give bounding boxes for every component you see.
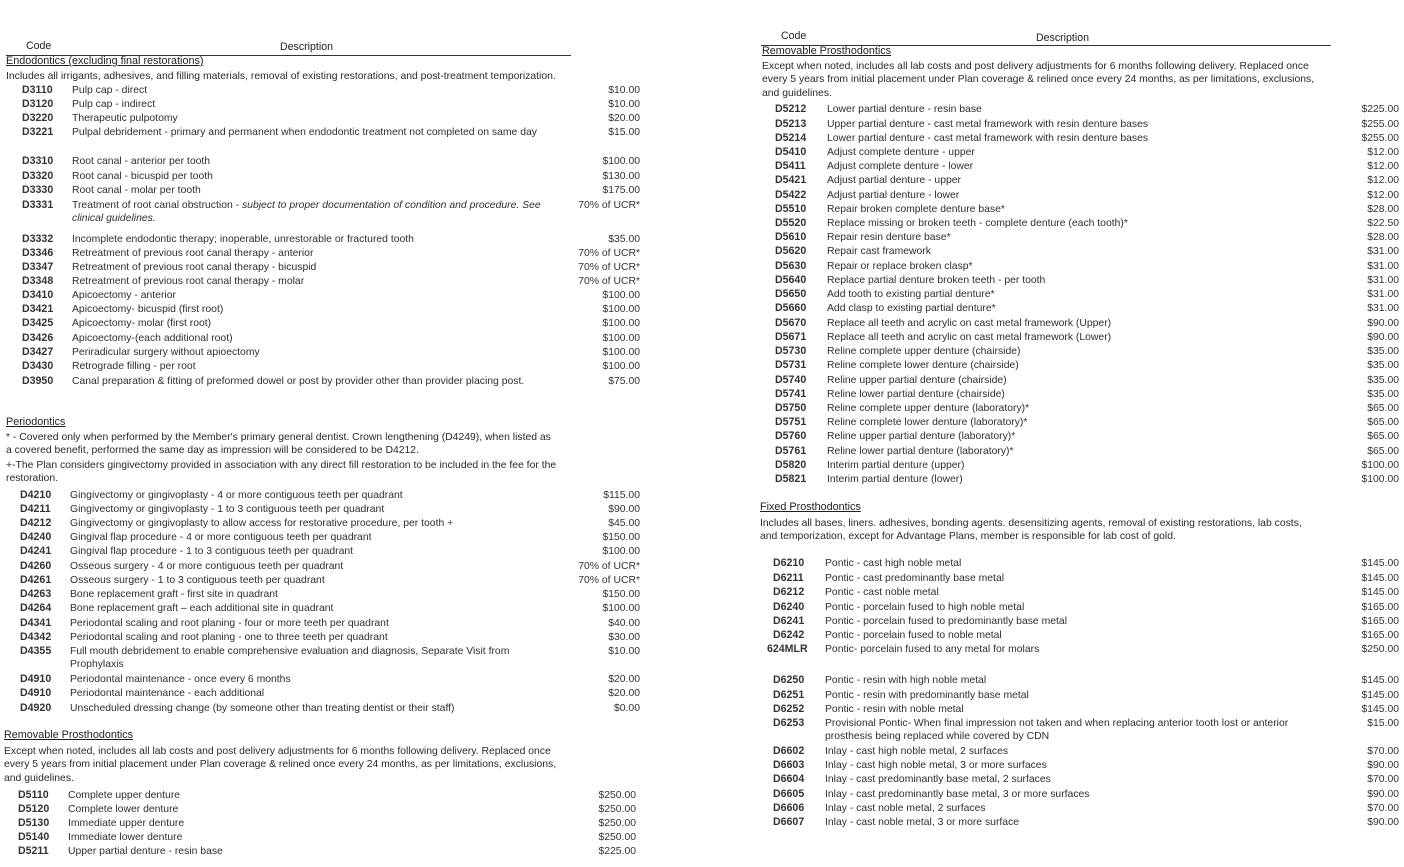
section-note-removable-prosthodontics: Except when noted, includes all lab costs and post delivery adjustments for 6 months following delivery. Replaced once every 5 years from initial placement under Plan coverage & relined once every 24 months, as per limitations, exclusions, and guidelines. xyxy=(762,61,1315,99)
section-note-periodontics-1: * - Covered only when performed by the Member's primary general dentist. Crown lengthening (D4249), when listed as a covered benefit, performed the same day as impression will be considered to be D4212. xyxy=(6,432,551,457)
code-column-header: Code xyxy=(781,30,807,42)
section-note-removable-prosthodontics: Except when noted, includes all lab costs and post delivery adjustments for 6 months following delivery. Replaced once every 5 years from initial placement under Plan coverage & relined once every 24 months, as per limitations, exclusions, and guidelines. xyxy=(4,746,557,784)
section-note-periodontics-2: +-The Plan considers gingivectomy provided in association with any direct fill restoration to be included in the fee for the restoration. xyxy=(6,460,557,485)
description-column-header: Description xyxy=(1036,32,1089,44)
section-title-periodontics: Periodontics xyxy=(6,416,66,428)
description-column-header: Description xyxy=(280,41,333,53)
section-note-fixed-prosthodontics: Includes all bases, liners. adhesives, bonding agents. desensitizing agents, removal of existing restorations, lab costs, and temporization, except for Advantage Plans, member is responsible for lab cost of gold. xyxy=(760,518,1302,543)
section-title-fixed-prosthodontics: Fixed Prosthodontics xyxy=(760,501,861,513)
code-column-header: Code xyxy=(26,40,52,52)
section-title-endodontics: Endodontics (excluding final restorations) xyxy=(6,55,204,67)
section-note-endodontics: Includes all irrigants, adhesives, and filling materials, removal of existing restorations, and post-treatment temporization. xyxy=(6,71,556,82)
section-title-removable-prosthodontics: Removable Prosthodontics xyxy=(762,45,892,57)
section-title-removable-prosthodontics: Removable Prosthodontics xyxy=(4,729,134,741)
